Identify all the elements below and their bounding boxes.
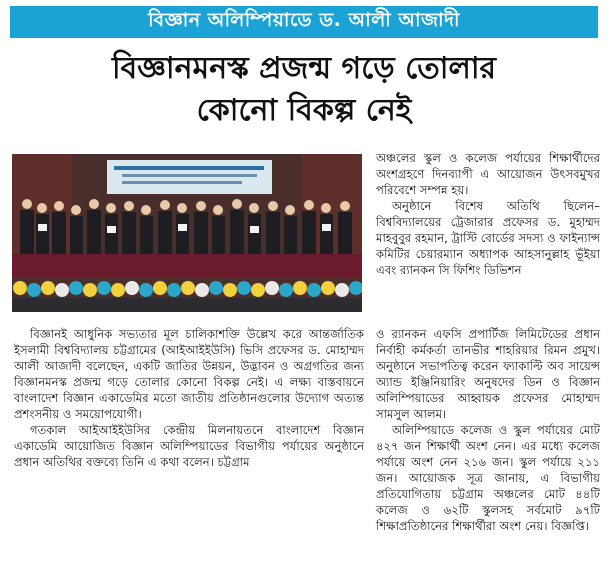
article-paragraph: গতকাল আইআইইউসির কেন্দ্রীয় মিলনায়তনে বাংলাদেশ বিজ্ঞান একাডেমি আয়োজিত বিজ্ঞান অলিম্পিয়াডের বিভাগীয় পর্যায়ের অনুষ্ঠানে প্রধান অতিথির বক্তব্যে তিনি এ কথা বলেন। চট্টগ্রাম [14, 423, 364, 469]
headline-line-2: কোনো বিকল্প নেই [196, 93, 412, 128]
article-paragraph: ও র‍্যানকন এফসি প্রপার্টিজ লিমিটেডের প্রধান নির্বাহী কর্মকর্তা তানভীর শাহরিয়ার রিমন প্রমুখ। অনুষ্ঠানে সভাপতিত্ব করেন ফ্যাকাল্টি অব সায়েন্স অ্যান্ড ইঞ্জিনিয়ারিং অনুষদের ডিন ও বিজ্ঞান অলিম্পিয়াডের আহ্বায়ক প্রফেসর মোহাম্মদ সামসুল আলম। [376, 327, 600, 421]
article-column-right-bottom [376, 326, 600, 534]
event-photo [12, 154, 362, 312]
article-paragraph: অঞ্চলের স্কুল ও কলেজ পর্যায়ের শিক্ষার্থীদের অংশগ্রহণে দিনব্যাপী এ আয়োজন উৎসবমুখর পরিবেশে সম্পন্ন হয়। [376, 151, 600, 197]
banner-title: বিজ্ঞান অলিম্পিয়াডে ড. আলী আজাদী [148, 9, 460, 31]
section-banner [10, 6, 598, 38]
article-paragraph: অলিম্পিয়াডে কলেজ ও স্কুল পর্যায়ের মোট ৪২৭ জন শিক্ষার্থী অংশ নেন। এর মধ্যে কলেজ পর্যায়ে অংশ নেন ২১৬ জন। স্কুল পর্যায়ে ২১১ জন। আয়োজক সূত্র জানায়, এ বিভাগীয় প্রতিযোগিতায় চট্টগ্রাম অঞ্চলের মোট ৪৪টি কলেজ ও ৬২টি স্কুলসহ সর্বমোট ৯৭টি শিক্ষাপ্রতিষ্ঠানের শিক্ষার্থীরা অংশ নেয়। বিজ্ঞপ্তি। [376, 423, 600, 533]
headline-line-1: বিজ্ঞানমনস্ক প্রজন্ম গড়ে তোলার [111, 51, 497, 86]
article-paragraph: বিজ্ঞানই আধুনিক সভ্যতার মূল চালিকাশক্তি উল্লেখ করে আন্তর্জাতিক ইসলামী বিশ্ববিদ্যালয় চট্টগ্রামের (আইআইইউসি) ভিসি প্রফেসর ড. মোহাম্মদ আলী আজাদী বলেছেন, একটি জাতির উন্নয়ন, উদ্ভাবন ও অগ্রগতির জন্য বিজ্ঞানমনস্ক প্রজন্ম গড়ে তোলার কোনো বিকল্প নেই। এ লক্ষ্য বাস্তবায়নে বাংলাদেশ বিজ্ঞান একাডেমির মতো জাতীয় প্রতিষ্ঠানগুলোর উদ্যোগ অত্যন্ত প্রশংসনীয় ও সময়োপযোগী। [14, 327, 364, 421]
article-paragraph: অনুষ্ঠানে বিশেষ অতিথি ছিলেন– বিশ্ববিদ্যালয়ের ট্রেজারার প্রফেসর ড. মুহাম্মদ মাহবুবুর রহমান, ট্রাস্টি বোর্ডের সদস্য ও ফাইন্যান্স কমিটির চেয়ারম্যান অধ্যাপক আহসানুল্লাহ ভূঁইয়া এবং র‍্যানকন সি ফিশিং ডিভিশন [376, 199, 600, 277]
event-photo-illustration [12, 154, 362, 312]
headline [10, 48, 598, 132]
article-column-right-top [376, 150, 600, 278]
article-column-left [14, 326, 364, 470]
